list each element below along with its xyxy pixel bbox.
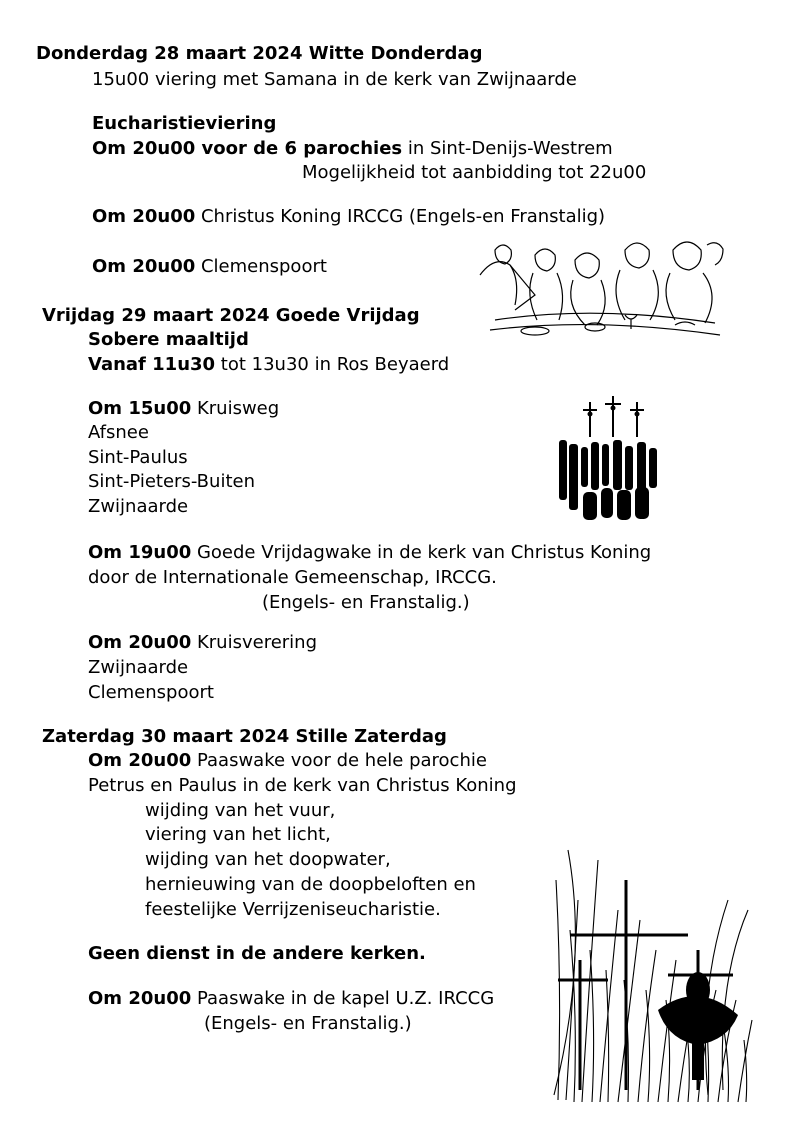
thursday-ck-time: Om 20u00 — [92, 206, 196, 227]
friday-place: Zwijnaarde — [88, 496, 189, 517]
saturday-no-service: Geen dienst in de andere kerken. — [88, 943, 426, 964]
thursday-ck-rest: Christus Koning IRCCG (Engels-en Franstalig) — [195, 206, 606, 227]
friday-vigil-language: (Engels- en Franstalig.) — [262, 592, 470, 613]
friday-vigil — [88, 541, 651, 565]
friday-place: Afsnee — [88, 422, 149, 443]
saturday-uz-language: (Engels- en Franstalig.) — [204, 1013, 412, 1034]
saturday-vigil-line2: Petrus en Paulus in de kerk van Christus Koning — [88, 775, 517, 796]
thursday-adoration: Mogelijkheid tot aanbidding tot 22u00 — [302, 162, 647, 183]
friday-place: Sint-Pieters-Buiten — [88, 471, 255, 492]
friday-veneration-time: Om 20u00 — [88, 632, 192, 653]
friday-meal-place: tot 13u30 in Ros Beyaerd — [215, 354, 450, 375]
saturday-uz-vigil — [88, 987, 494, 1011]
friday-vigil-title: Goede Vrijdagwake in de kerk van Christus Koning — [191, 542, 652, 563]
friday-veneration — [88, 631, 317, 655]
thursday-cp-time: Om 20u00 — [92, 256, 196, 277]
thursday-christus-koning — [92, 205, 605, 229]
friday-way-of-cross — [88, 397, 279, 421]
three-crosses-illustration — [548, 840, 758, 1105]
calvary-crowd-illustration — [555, 392, 665, 522]
thursday-cp-rest: Clemenspoort — [195, 256, 327, 277]
saturday-rite-item: viering van het licht, — [145, 824, 331, 845]
friday-meal-time: Vanaf 11u30 — [88, 354, 216, 375]
friday-vigil-line2: door de Internationale Gemeenschap, IRCCG. — [88, 567, 497, 588]
saturday-vigil-title: Paaswake voor de hele parochie — [191, 750, 487, 771]
saturday-uz-time: Om 20u00 — [88, 988, 192, 1009]
friday-veneration-place: Zwijnaarde — [88, 657, 189, 678]
friday-heading: Vrijdag 29 maart 2024 Goede Vrijdag — [42, 305, 420, 326]
last-supper-illustration — [475, 235, 730, 345]
thursday-samana: 15u00 viering met Samana in de kerk van Zwijnaarde — [92, 69, 577, 90]
friday-way-title: Kruisweg — [191, 398, 280, 419]
friday-place: Sint-Paulus — [88, 447, 188, 468]
saturday-vigil — [88, 749, 487, 773]
thursday-mass-place: in Sint-Denijs-Westrem — [402, 138, 613, 159]
friday-veneration-place: Clemenspoort — [88, 682, 214, 703]
friday-vigil-time: Om 19u00 — [88, 542, 192, 563]
saturday-heading: Zaterdag 30 maart 2024 Stille Zaterdag — [42, 726, 447, 747]
friday-meal-title: Sobere maaltijd — [88, 329, 249, 350]
thursday-mass-line — [92, 137, 613, 161]
friday-way-time: Om 15u00 — [88, 398, 192, 419]
friday-meal-line — [88, 353, 449, 377]
saturday-rite-item: wijding van het vuur, — [145, 800, 336, 821]
friday-veneration-title: Kruisverering — [191, 632, 318, 653]
saturday-uz-title: Paaswake in de kapel U.Z. IRCCG — [191, 988, 495, 1009]
thursday-euch-title: Eucharistieviering — [92, 113, 277, 134]
saturday-vigil-time: Om 20u00 — [88, 750, 192, 771]
thursday-heading: Donderdag 28 maart 2024 Witte Donderdag — [36, 43, 483, 64]
saturday-rite-item: wijding van het doopwater, — [145, 849, 391, 870]
thursday-clemenspoort — [92, 255, 327, 279]
saturday-rite-item: feestelijke Verrijzeniseucharistie. — [145, 899, 441, 920]
thursday-mass-time: Om 20u00 voor de 6 parochies — [92, 138, 403, 159]
saturday-rite-item: hernieuwing van de doopbeloften en — [145, 874, 476, 895]
